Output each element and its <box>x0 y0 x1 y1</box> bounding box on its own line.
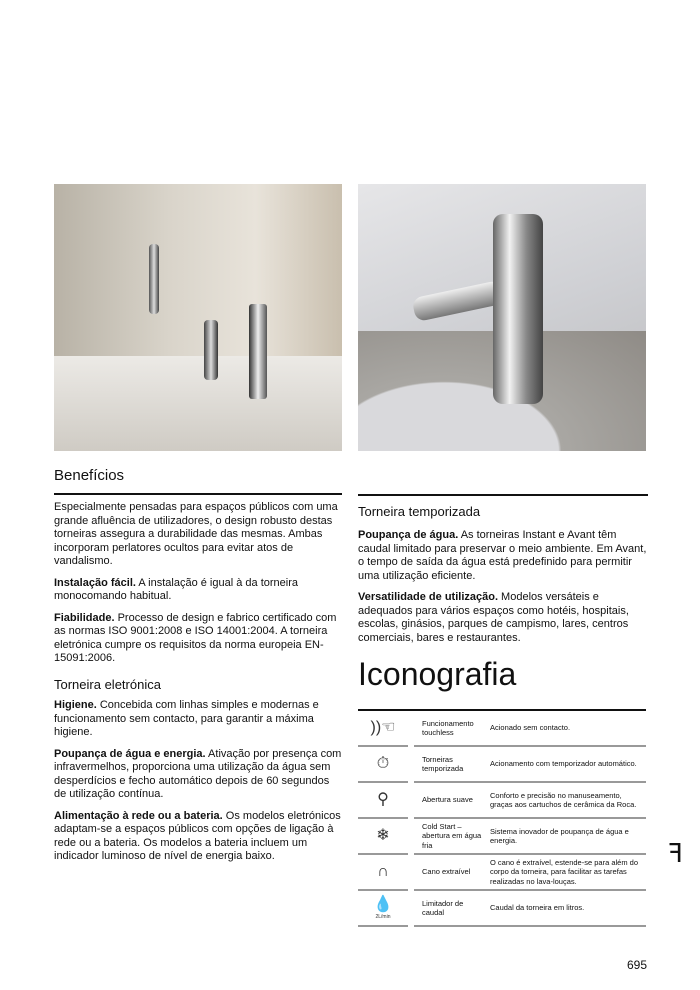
icon-row <box>358 819 646 855</box>
icon-row <box>358 711 646 747</box>
icon-label: Limitador de caudal <box>414 891 484 927</box>
paragraph: Poupança de água. As torneiras Instant e Avant têm caudal limitado para preservar o meio ambiente. Em Avant, o tempo de saída da água está predefinido para permitir uma utilização eficiente. <box>358 529 647 582</box>
right-column <box>358 494 648 927</box>
icon-description: O cano é extraível, estende-se para além do corpo da torneira, para facilitar as tarefas realizadas no lava-louças. <box>484 855 646 891</box>
icon-legend-table <box>358 711 646 927</box>
icon-row <box>358 855 646 891</box>
icon-label: Abertura suave <box>414 783 484 819</box>
pull-out-spout-icon: ∩ <box>358 855 408 891</box>
roca-logo-icon: ꟻ <box>668 838 683 868</box>
paragraph: Instalação fácil. A instalação é igual à da torneira monocomando habitual. <box>54 576 298 602</box>
benefits-text <box>54 501 344 872</box>
icon-description: Acionado sem contacto. <box>484 711 646 747</box>
paragraph: Poupança de água e energia. Ativação por presença com infravermelhos, proporciona uma utilização da água sem desperdícios e fecho automático depois de 60 segundos de utilização contínua. <box>54 747 342 800</box>
paragraph: Versatilidade de utilização. Modelos versáteis e adequados para vários espaços como hotéis, hospitais, escolas, ginásios, parques de campismo, lares, centros comerciais, bares e restaurantes. <box>358 591 629 644</box>
icon-description: Conforto e precisão no manuseamento, graças aos cartuchos de cerâmica da Roca. <box>484 783 646 819</box>
paragraph: Fiabilidade. Processo de design e fabrico certificado com as normas ISO 9001:2008 e ISO 14001:2004. A torneira eletrónica cumpre os requisitos da norma europeia EN-15091:2006. <box>54 611 337 664</box>
icon-label: Cano extraível <box>414 855 484 891</box>
touchless-icon: ))☜ <box>358 711 408 747</box>
icon-description: Acionamento com temporizador automático. <box>484 747 646 783</box>
icon-label: Funcionamento touchless <box>414 711 484 747</box>
icon-row <box>358 891 646 927</box>
cold-start-icon: ❄ <box>358 819 408 855</box>
page-number: 695 <box>627 958 648 972</box>
electronic-faucet-photo <box>54 184 342 451</box>
icon-row <box>358 747 646 783</box>
paragraph: Higiene. Concebida com linhas simples e modernas e funcionamento sem contacto, para garantir a máxima higiene. <box>54 699 319 738</box>
timer-tap-icon: ⏱ <box>358 747 408 783</box>
paragraph: Alimentação à rede ou a bateria. Os modelos eletrónicos adaptam-se a espaços públicos com opções de ligação à rede ou a bateria. Os modelos a bateria incluem um indicador luminoso de nível de energia baixo. <box>54 809 341 862</box>
electronic-faucet-heading: Torneira eletrónica <box>54 676 161 692</box>
flow-limiter-icon: 💧 2L/min <box>358 891 408 927</box>
icon-row <box>358 783 646 819</box>
icon-description: Sistema inovador de poupança de água e energia. <box>484 819 646 855</box>
divider <box>54 493 342 495</box>
intro-paragraph: Especialmente pensadas para espaços públicos com uma grande afluência de utilizadores, o design robusto destas torneiras assegura a durabilidade das mesmas. Ambas incorporam perlatores ocultos para evitar atos de vandalismo. <box>54 501 338 567</box>
icon-description: Caudal da torneira em litros. <box>484 891 646 927</box>
benefits-heading: Benefícios <box>54 467 125 484</box>
icon-label: Cold Start – abertura em água fria <box>414 819 484 855</box>
timed-faucet-text <box>358 529 648 645</box>
icon-label: Torneiras temporizada <box>414 747 484 783</box>
iconography-title: Iconografia <box>358 656 517 692</box>
timed-faucet-photo <box>358 184 646 451</box>
divider <box>358 494 648 496</box>
soft-opening-icon: ⚲ <box>358 783 408 819</box>
timed-faucet-heading: Torneira temporizada <box>358 504 481 519</box>
